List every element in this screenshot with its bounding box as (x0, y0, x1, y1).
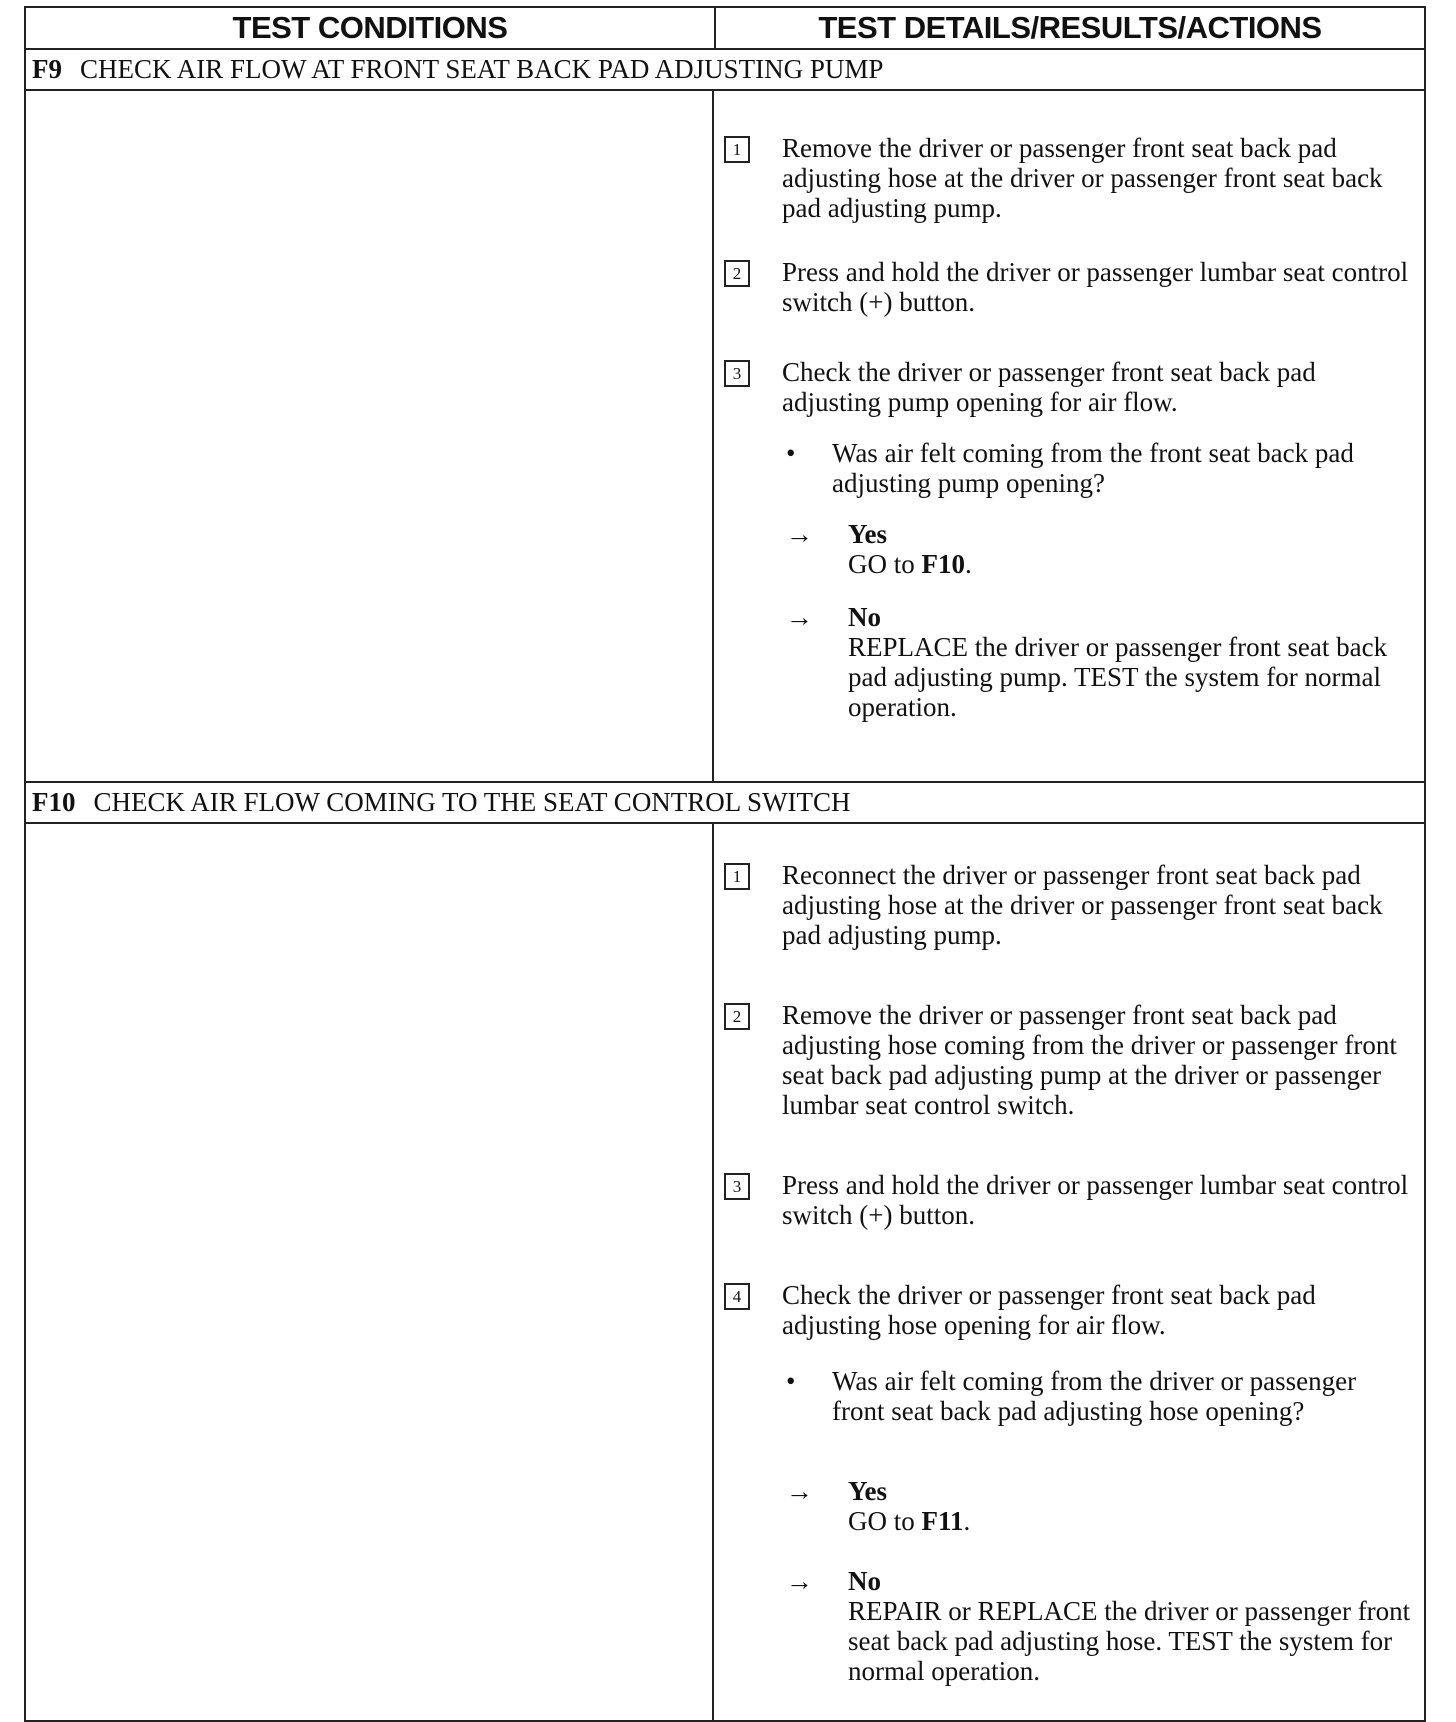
question-bullet (786, 438, 1414, 498)
question-text: Was air felt coming from the front seat back pad adjusting pump opening? (832, 438, 1354, 498)
step-1 (724, 133, 1414, 223)
test-title-text: CHECK AIR FLOW AT FRONT SEAT BACK PAD ADJUSTING PUMP (80, 54, 884, 84)
result-action: GO to F11. (848, 1506, 971, 1536)
arrow-right-icon: → (786, 519, 813, 549)
header-test-conditions: TEST CONDITIONS (26, 8, 716, 48)
step-text: Reconnect the driver or passenger front seat back pad adjusting hose at the driver or passenger front seat back pad adjusting pump. (782, 860, 1383, 950)
step-number-box: 3 (724, 1173, 750, 1200)
goto-target: F11 (921, 1506, 964, 1536)
step-text: Remove the driver or passenger front seat back pad adjusting hose at the driver or passenger front seat back pad adjusting pump. (782, 133, 1383, 223)
question-text: Was air felt coming from the driver or passenger front seat back pad adjusting hose opening? (832, 1366, 1357, 1426)
step-text: Remove the driver or passenger front seat back pad adjusting hose coming from the driver or passenger front seat back pad adjusting pump at the driver or passenger lumbar seat control switch. (782, 1000, 1397, 1120)
test-conditions-cell (26, 91, 714, 781)
arrow-right-icon: → (786, 602, 813, 632)
result-label: No (848, 1566, 881, 1596)
step-number-box: 1 (724, 136, 750, 163)
step-number-box: 2 (724, 260, 750, 287)
bullet-dot-icon: • (786, 1366, 796, 1396)
question-bullet (786, 1366, 1414, 1426)
step-3 (724, 1170, 1414, 1230)
step-text: Check the driver or passenger front seat back pad adjusting pump opening for air flow. (782, 357, 1316, 417)
test-id: F10 (32, 787, 76, 817)
result-no (786, 1566, 1414, 1686)
step-number-box: 2 (724, 1003, 750, 1030)
result-label: Yes (848, 519, 887, 549)
table-header (26, 8, 1424, 50)
result-no (786, 602, 1414, 722)
result-yes (786, 519, 1414, 579)
step-text: Press and hold the driver or passenger lumbar seat control switch (+) button. (782, 257, 1409, 317)
bullet-dot-icon: • (786, 438, 796, 468)
arrow-right-icon: → (786, 1476, 813, 1506)
result-action: REPAIR or REPLACE the driver or passenger front seat back pad adjusting hose. TEST the system for normal operation. (848, 1596, 1411, 1686)
result-yes (786, 1476, 1414, 1536)
result-action: GO to F10. (848, 549, 972, 579)
arrow-right-icon: → (786, 1566, 813, 1596)
test-conditions-cell (26, 824, 714, 1720)
result-action: REPLACE the driver or passenger front seat back pad adjusting pump. TEST the system for normal operation. (848, 632, 1388, 722)
test-title-text: CHECK AIR FLOW COMING TO THE SEAT CONTROL SWITCH (93, 787, 851, 817)
step-number-box: 1 (724, 863, 750, 890)
test-details-cell (714, 824, 1424, 1720)
step-number-box: 3 (724, 360, 750, 387)
step-text: Check the driver or passenger front seat back pad adjusting hose opening for air flow. (782, 1280, 1316, 1340)
test-details-cell (714, 91, 1424, 781)
test-title-f10 (26, 783, 1424, 824)
step-2 (724, 257, 1414, 317)
header-test-details: TEST DETAILS/RESULTS/ACTIONS (818, 10, 1322, 45)
test-body-f9 (26, 91, 1424, 783)
step-text: Press and hold the driver or passenger lumbar seat control switch (+) button. (782, 1170, 1409, 1230)
step-4 (724, 1280, 1414, 1340)
test-body-f10 (26, 824, 1424, 1720)
step-2 (724, 1000, 1414, 1120)
diagnostic-table (24, 6, 1426, 1722)
result-label: Yes (848, 1476, 887, 1506)
goto-target: F10 (921, 549, 965, 579)
result-label: No (848, 602, 881, 632)
step-1 (724, 860, 1414, 950)
step-3 (724, 357, 1414, 417)
step-number-box: 4 (724, 1283, 750, 1310)
test-id: F9 (32, 54, 62, 84)
test-title-f9 (26, 50, 1424, 91)
